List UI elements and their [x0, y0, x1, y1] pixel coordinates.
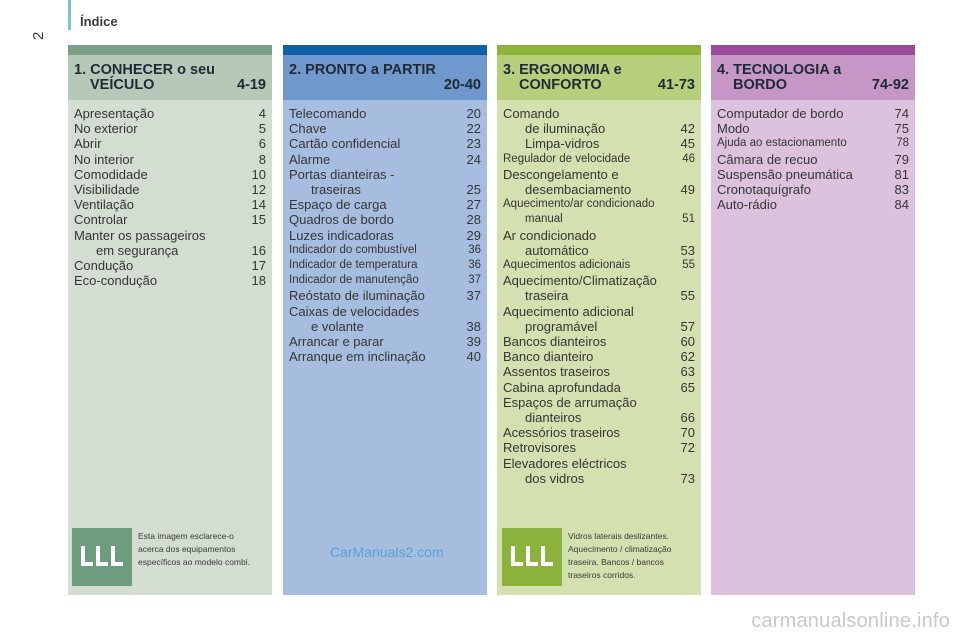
- column-title-line2: VEÍCULO: [90, 77, 155, 93]
- toc-entry-page: 73: [680, 470, 695, 486]
- toc-entry-label: Ar condicionado automático: [503, 227, 597, 258]
- toc-entry[interactable]: [503, 167, 695, 197]
- toc-entry[interactable]: [503, 228, 695, 258]
- toc-entry-page: 62: [680, 349, 695, 365]
- toc-entry[interactable]: [503, 197, 695, 227]
- toc-entry-label: Ventilação: [74, 197, 134, 213]
- toc-entry-label: Cabina aprofundada: [503, 379, 621, 395]
- toc-entry-page: 78: [896, 137, 909, 150]
- toc-entry-page: 17: [251, 258, 266, 274]
- toc-entry-page: 22: [466, 121, 481, 137]
- toc-entry-page: 24: [466, 151, 481, 167]
- toc-entry-label: Computador de bordo: [717, 106, 844, 121]
- toc-entry-page: 81: [894, 166, 909, 182]
- column-page-range: 74-92: [871, 77, 909, 93]
- toc-entry-page: 75: [894, 121, 909, 137]
- toc-entry[interactable]: [289, 304, 481, 334]
- toc-entry-label: Limpa-vidros: [525, 136, 600, 152]
- toc-entry-page: 45: [680, 136, 695, 152]
- toc-entry[interactable]: [503, 304, 695, 334]
- toc-entry[interactable]: [74, 136, 266, 151]
- toc-entry-page: 74: [894, 106, 909, 121]
- toc-entry[interactable]: [717, 106, 909, 121]
- column-title-line2: CONFORTO: [519, 77, 602, 93]
- toc-entry[interactable]: [503, 136, 695, 151]
- toc-entry[interactable]: [289, 258, 481, 273]
- toc-entry[interactable]: [289, 243, 481, 258]
- toc-entry-label: Aquecimento adicional programável: [503, 303, 634, 334]
- toc-entry-label: Reóstato de iluminação: [289, 288, 425, 304]
- toc-entry[interactable]: [74, 258, 266, 273]
- toc-entry-page: 72: [680, 440, 695, 456]
- toc-entry-page: 79: [894, 151, 909, 167]
- toc-entry-label: Chave: [289, 121, 327, 137]
- toc-entry[interactable]: [74, 197, 266, 212]
- column-header: [497, 55, 701, 100]
- toc-entry[interactable]: [717, 152, 909, 167]
- toc-entry[interactable]: [289, 334, 481, 349]
- side-rule: [68, 0, 71, 30]
- toc-entry-label: Eco-condução: [74, 273, 158, 289]
- column-title: 2. PRONTO a PARTIR: [289, 62, 436, 78]
- toc-entry[interactable]: [74, 121, 266, 136]
- toc-entry-page: 15: [251, 212, 266, 228]
- toc-entry-page: 70: [680, 425, 695, 441]
- toc-entry-page: 36: [468, 259, 481, 272]
- toc-entry[interactable]: [717, 167, 909, 182]
- column-ergonomia: [497, 45, 701, 595]
- toc-entry-page: 12: [251, 182, 266, 198]
- entry-list: [283, 100, 487, 364]
- toc-entry-label: Portas dianteiras - traseiras: [289, 166, 395, 198]
- toc-entry[interactable]: [503, 106, 695, 136]
- toc-entry[interactable]: [503, 456, 695, 486]
- toc-entry-page: 66: [680, 410, 695, 426]
- toc-entry-page: 49: [680, 182, 695, 198]
- toc-entry-page: 28: [466, 212, 481, 228]
- seats-icon: [502, 528, 562, 586]
- toc-entry[interactable]: [503, 425, 695, 440]
- toc-entry-page: 29: [466, 227, 481, 243]
- toc-entry[interactable]: [289, 288, 481, 303]
- toc-entry-label: Regulador de velocidade: [503, 152, 631, 165]
- toc-entry-label: Câmara de recuo: [717, 151, 818, 167]
- toc-entry[interactable]: [717, 197, 909, 212]
- column-color-band: [711, 45, 915, 55]
- toc-entry[interactable]: [503, 258, 695, 273]
- column-header: [68, 55, 272, 100]
- column-page-range: 4-19: [236, 77, 266, 93]
- toc-entry-page: 65: [680, 379, 695, 395]
- column-color-band: [283, 45, 487, 55]
- toc-entry-page: 83: [894, 182, 909, 198]
- toc-entry[interactable]: [74, 228, 266, 258]
- toc-entry[interactable]: [74, 273, 266, 288]
- column-header: [283, 55, 487, 100]
- toc-entry[interactable]: [503, 440, 695, 455]
- toc-entry[interactable]: [289, 273, 481, 288]
- toc-entry-page: 38: [466, 318, 481, 334]
- toc-entry[interactable]: [74, 212, 266, 227]
- watermark: CarManuals2.com: [330, 544, 444, 560]
- toc-entry-label: Condução: [74, 258, 134, 274]
- toc-entry[interactable]: [74, 182, 266, 197]
- toc-entry-label: Descongelamento e desembaciamento: [503, 166, 632, 198]
- toc-entry-label: Caixas de velocidades e volante: [289, 303, 420, 334]
- toc-entry[interactable]: [289, 197, 481, 212]
- toc-entry-page: 20: [466, 106, 481, 121]
- toc-entry[interactable]: [289, 167, 481, 197]
- toc-entry[interactable]: [717, 121, 909, 136]
- toc-entry-label: Abrir: [74, 136, 102, 152]
- entry-list: [711, 100, 915, 212]
- column-header: [711, 55, 915, 100]
- column-page-range: 41-73: [657, 77, 695, 93]
- toc-entry-label: Indicador de temperatura: [289, 259, 418, 272]
- note-text: Esta imagem esclarece-o acerca dos equipamentos específicos ao modelo combi.: [138, 531, 250, 567]
- toc-entry-page: 63: [680, 364, 695, 380]
- page-number: 2: [30, 31, 47, 40]
- toc-entry-page: 27: [466, 197, 481, 213]
- toc-entry-page: 6: [258, 136, 266, 152]
- toc-entry-page: 36: [468, 243, 481, 256]
- toc-entry-page: 42: [680, 121, 695, 137]
- toc-entry-label: Manter os passageiros em segurança: [74, 227, 206, 258]
- toc-entry[interactable]: [289, 349, 481, 364]
- toc-entry-label: Assentos traseiros: [503, 364, 610, 380]
- seats-icon: [72, 528, 132, 586]
- toc-entry-label: Aquecimentos adicionais: [503, 259, 631, 272]
- toc-entry-label: Indicador de manutenção: [289, 274, 419, 287]
- combi-note-2: [502, 528, 686, 586]
- toc-entry-label: Comodidade: [74, 166, 148, 182]
- note-text: Vidros laterais deslizantes. Aquecimento / climatização traseira. Bancos / bancos traseiros corridos.: [568, 531, 672, 580]
- toc-entry[interactable]: [289, 228, 481, 243]
- toc-entry-page: 4: [258, 106, 266, 121]
- column-pronto: [283, 45, 487, 595]
- toc-entry-page: 5: [258, 121, 266, 137]
- toc-entry-label: Aquecimento/ar condicionado manual: [503, 198, 655, 226]
- toc-entry-label: Indicador do combustível: [289, 243, 417, 256]
- toc-entry-label: Telecomando: [289, 106, 367, 121]
- toc-entry-page: 55: [682, 259, 695, 272]
- toc-entry-page: 46: [682, 152, 695, 165]
- toc-entry-label: Elevadores eléctricos dos vidros: [503, 455, 627, 486]
- toc-entry-label: Suspensão pneumática: [717, 166, 853, 182]
- toc-entry[interactable]: [289, 152, 481, 167]
- toc-entry-label: Espaços de arrumação dianteiros: [503, 394, 637, 426]
- toc-entry[interactable]: [503, 152, 695, 167]
- entry-list: [497, 100, 701, 486]
- column-title: 1. CONHECER o seu: [74, 62, 215, 78]
- toc-entry[interactable]: [289, 106, 481, 121]
- toc-entry-label: Luzes indicadoras: [289, 227, 394, 243]
- column-title: 3. ERGONOMIA e: [503, 62, 622, 78]
- column-color-band: [497, 45, 701, 55]
- toc-entry[interactable]: [503, 395, 695, 425]
- toc-entry-label: Arrancar e parar: [289, 334, 384, 350]
- column-color-band: [68, 45, 272, 55]
- toc-entry-label: Visibilidade: [74, 182, 140, 198]
- toc-entry[interactable]: [289, 121, 481, 136]
- toc-entry-label: Aquecimento/Climatização traseira: [503, 273, 657, 304]
- toc-entry-label: Espaço de carga: [289, 197, 387, 213]
- toc-entry-label: Comando de iluminação: [503, 106, 606, 137]
- toc-entry-label: No interior: [74, 151, 134, 167]
- toc-entry-page: 55: [680, 288, 695, 304]
- toc-entry-label: Ajuda ao estacionamento: [717, 137, 847, 150]
- toc-entry[interactable]: [74, 152, 266, 167]
- toc-entry-label: Cartão confidencial: [289, 136, 401, 152]
- toc-entry[interactable]: [289, 136, 481, 151]
- combi-note: [72, 528, 256, 586]
- toc-entry-page: 23: [466, 136, 481, 152]
- toc-entry-page: 16: [251, 242, 266, 258]
- toc-entry[interactable]: [717, 136, 909, 151]
- toc-entry[interactable]: [289, 212, 481, 227]
- toc-entry-page: 18: [251, 273, 266, 289]
- toc-entry-page: 10: [251, 166, 266, 182]
- toc-entry-label: Arranque em inclinação: [289, 349, 426, 365]
- toc-entry[interactable]: [503, 364, 695, 379]
- toc-entry[interactable]: [717, 182, 909, 197]
- toc-entry-label: Retrovisores: [503, 440, 576, 456]
- section-title: Índice: [80, 14, 118, 29]
- toc-entry-label: Banco dianteiro: [503, 349, 594, 365]
- toc-entry-label: Apresentação: [74, 106, 155, 121]
- toc-entry-label: Cronotaquígrafo: [717, 182, 811, 198]
- toc-entry[interactable]: [74, 106, 266, 121]
- toc-entry[interactable]: [74, 167, 266, 182]
- toc-entry-label: Alarme: [289, 151, 331, 167]
- toc-entry-page: 84: [894, 197, 909, 213]
- toc-entry-page: 39: [466, 334, 481, 350]
- toc-entry-label: Acessórios traseiros: [503, 425, 621, 441]
- column-title-line2: BORDO: [733, 77, 787, 93]
- column-conhecer: [68, 45, 272, 595]
- toc-entry-label: Auto-rádio: [717, 197, 777, 213]
- toc-entry-label: Bancos dianteiros: [503, 334, 607, 350]
- toc-entry[interactable]: [503, 273, 695, 303]
- footer-watermark: carmanualsonline.info: [751, 610, 950, 632]
- toc-entry-page: 40: [466, 349, 481, 365]
- toc-entry-page: 60: [680, 334, 695, 350]
- toc-entry-page: 51: [682, 213, 695, 226]
- column-tecnologia: [711, 45, 915, 595]
- toc-entry[interactable]: [503, 334, 695, 349]
- toc-entry-page: 53: [680, 242, 695, 258]
- toc-entry-page: 57: [680, 318, 695, 334]
- toc-entry-page: 37: [468, 274, 481, 287]
- toc-entry-label: No exterior: [74, 121, 138, 137]
- toc-entry[interactable]: [503, 349, 695, 364]
- toc-entry-page: 25: [466, 182, 481, 198]
- column-title: 4. TECNOLOGIA a: [717, 62, 842, 78]
- toc-entry-page: 37: [466, 288, 481, 304]
- toc-entry-label: Modo: [717, 121, 750, 137]
- entry-list: [68, 100, 272, 288]
- toc-entry-label: Quadros de bordo: [289, 212, 394, 228]
- column-page-range: 20-40: [443, 77, 481, 93]
- toc-entry-page: 14: [251, 197, 266, 213]
- toc-entry[interactable]: [503, 380, 695, 395]
- toc-entry-label: Controlar: [74, 212, 128, 228]
- toc-entry-page: 8: [258, 151, 266, 167]
